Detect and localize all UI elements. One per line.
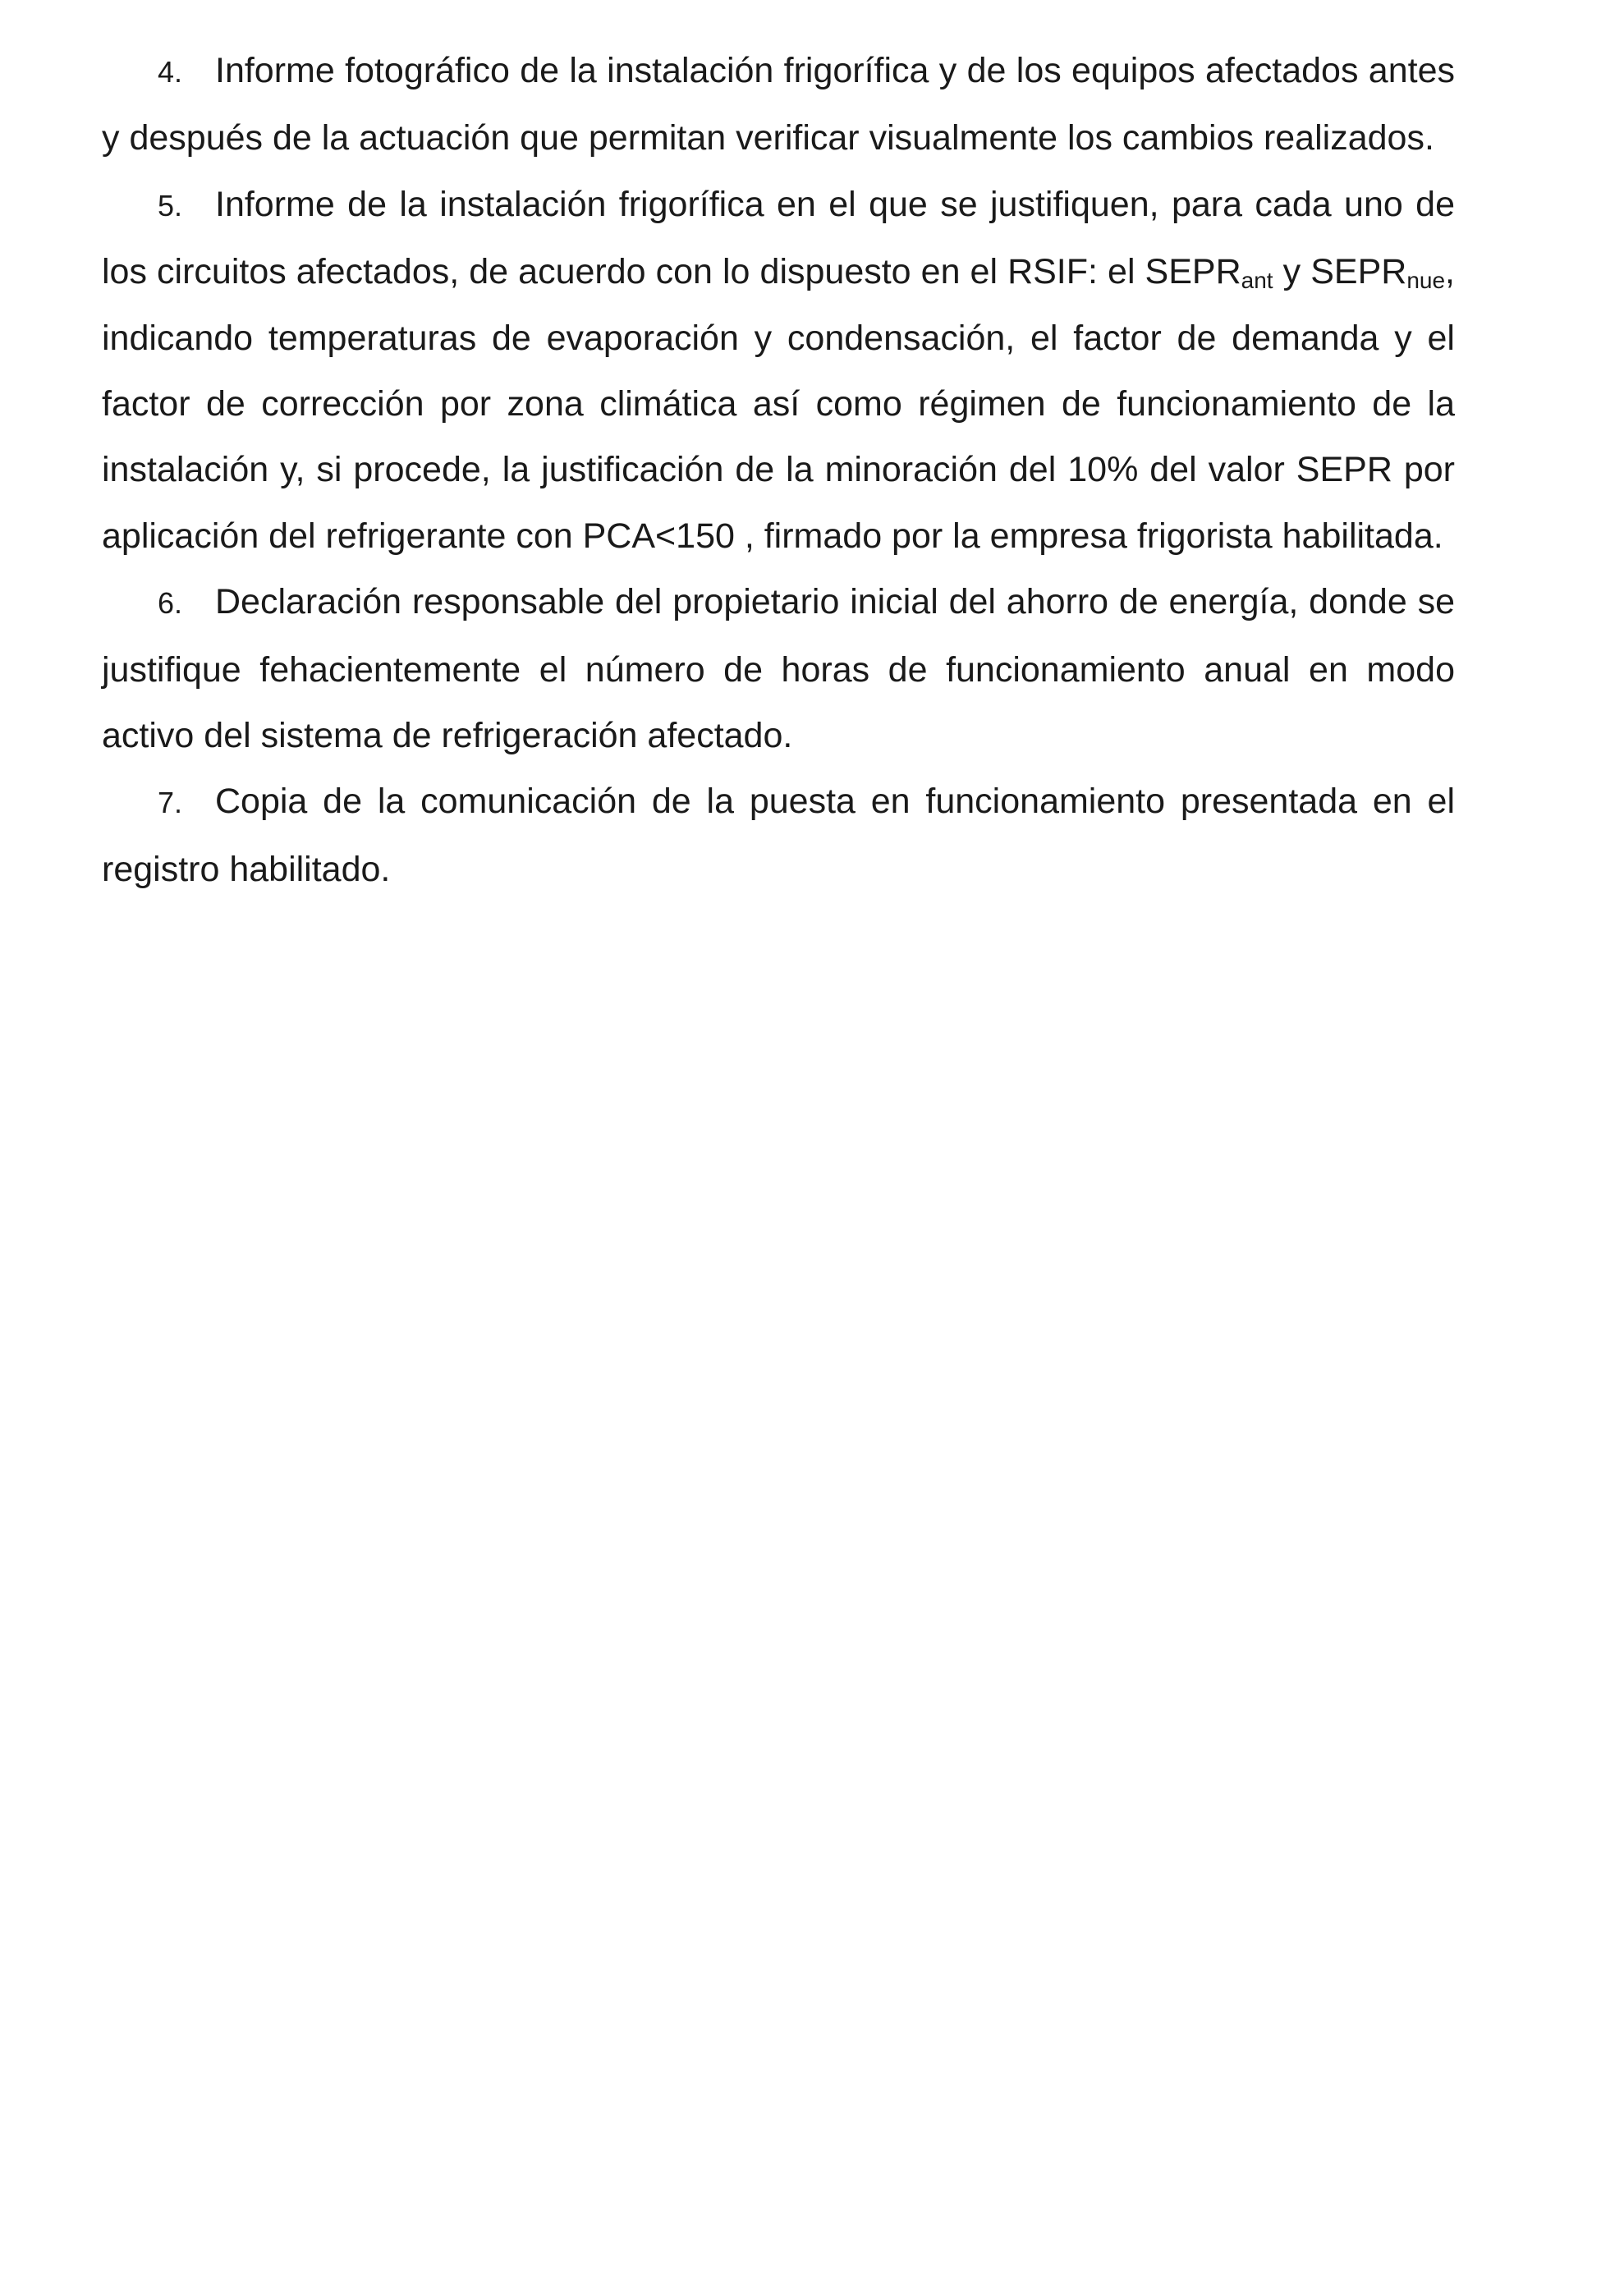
list-item-text: Informe de la instalación frigorífica en el que se justifiquen, para cada uno de los circuitos afectados, de acuerdo con lo dispuesto en el RSIF: el SEPR [102, 184, 1455, 292]
subscript-nue: nue [1406, 268, 1446, 294]
list-item-text: , indicando temperaturas de evaporación y condensación, el factor de demanda y el factor de corrección por zona climática así como régimen de funcionamiento de la instalación y, si procede, la justificación de la minoración del 10% del valor SEPR por aplicación del refrigerante con PCA<150 , firmado por la empresa frigorista habilitada. [102, 252, 1455, 556]
list-item-text: y SEPR [1273, 252, 1407, 292]
list-item [102, 38, 1455, 172]
list-item-number: 4. [158, 55, 183, 89]
list-item-number: 7. [158, 786, 183, 820]
list-item-number: 5. [158, 188, 183, 222]
list-item-number: 6. [158, 586, 183, 621]
list-item [102, 569, 1455, 768]
list-item [102, 172, 1455, 569]
subscript-ant: ant [1241, 268, 1273, 294]
list-item-text: Copia de la comunicación de la puesta en funcionamiento presentada en el registro habilitado. [102, 782, 1455, 889]
list-item-text: Informe fotográfico de la instalación frigorífica y de los equipos afectados antes y después de la actuación que permitan verificar visualmente los cambios realizados. [102, 51, 1455, 158]
list-item [102, 768, 1455, 902]
list-item-text: Declaración responsable del propietario inicial del ahorro de energía, donde se justifique fehacientemente el número de horas de funcionamiento anual en modo activo del sistema de refrigeración afectado. [102, 582, 1455, 756]
document-page [102, 38, 1455, 902]
